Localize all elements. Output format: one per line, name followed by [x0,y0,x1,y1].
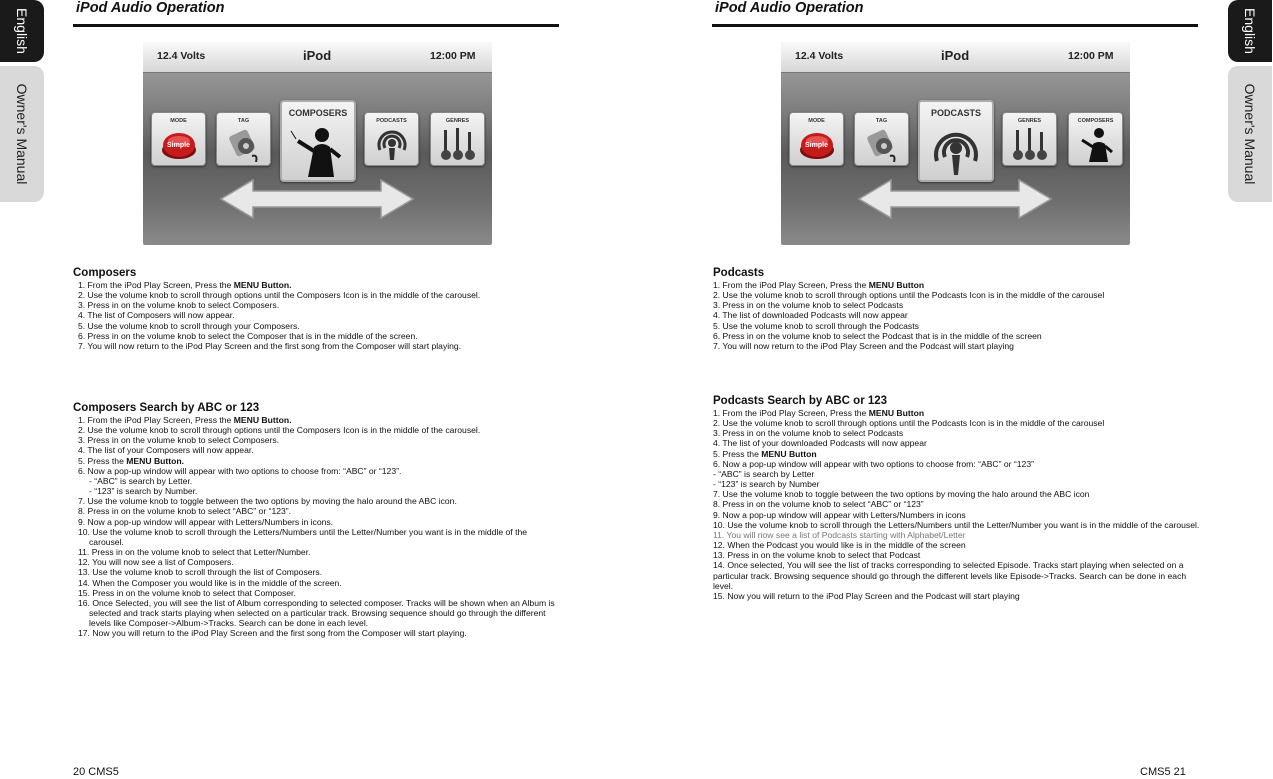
right-page-footer: CMS5 21 [1140,766,1186,778]
podcasts-icon: PODCASTS [918,100,994,182]
menu-button-label: MENU Button [868,280,925,290]
step: 12. You will now see a list of Composers. [78,557,234,568]
volts-readout: 12.4 Volts [795,50,844,62]
composers-section [73,267,563,351]
manual-tab-right [1228,66,1272,202]
language-tab-label: English [1242,8,1258,54]
mode-icon: MODE Simple [151,112,206,166]
step: 5. Press the MENU Button. [78,455,185,466]
status-bar [781,42,1130,73]
step: 3. Press in on the volume knob to select Podcasts [713,300,904,311]
step: 5. Use the volume knob to scroll through the Podcasts [713,320,919,331]
podcasts-icon: PODCASTS [364,112,419,166]
menu-button-label: MENU Button [868,408,925,418]
screen-title: iPod [941,48,970,63]
step: 5. Use the volume knob to scroll through your Composers. [78,320,300,331]
step: 16. Once Selected, you will see the list of Album corresponding to selected composer. Tracks will be shown when an Album is selected and track starts playing when selected on a particular track. Browsing sequence should go through the different levels like Composer->Album->Tracks. Search can be done in each level. [78,597,555,629]
step: 2. Use the volume knob to scroll through options until the Podcasts Icon is in the middle of the carousel [713,290,1105,301]
step: 1. From the iPod Play Screen, Press the MENU Button [713,280,925,290]
right-page-header: iPod Audio Operation [715,0,864,16]
tag-icon: TAG [854,112,909,166]
step: 4. The list of your downloaded Podcasts will now appear [713,438,927,449]
mode-icon: MODE Simple [789,112,844,166]
genres-icon: GENRES [430,112,485,166]
clock-readout: 12:00 PM [1068,50,1114,62]
step: 5. Press the MENU Button [713,448,817,459]
step: 4. The list of your Composers will now appear. [78,445,254,456]
screen-title: iPod [303,48,332,63]
step: 3. Press in on the volume knob to select Podcasts [713,428,904,439]
manual-tab-label: Owner's Manual [14,83,30,185]
step: 11. Press in on the volume knob to select that Letter/Number. [78,547,311,558]
language-tab-label: English [14,8,30,54]
left-header-rule [73,24,559,27]
step: 3. Press in on the volume knob to select Composers. [78,300,280,311]
composers-icon: COMPOSERS [280,100,356,182]
step: 9. Now a pop-up window will appear with Letters/Numbers in icons [713,509,966,520]
menu-button-label: MENU Button [761,448,817,459]
tag-icon: TAG [216,112,271,166]
composers-icon: COMPOSERS [1068,112,1123,166]
step: 7. Use the volume knob to toggle between the two options by moving the halo around the ABC icon [713,489,1090,500]
step: 12. When the Podcast you would like is in the middle of the screen [713,540,966,551]
scroll-arrows-icon [217,176,417,222]
left-page-footer: 20 CMS5 [73,766,119,778]
scroll-arrows-icon [855,176,1055,222]
section-title: Podcasts Search by ABC or 123 [713,395,888,407]
step: - “123” is search by Number [713,479,820,490]
step: 6. Press in on the volume knob to select the Composer that is in the middle of the screen. [78,330,418,341]
step: 10. Use the volume knob to scroll through the Letters/Numbers until the Letter/Number you want is in the middle of the carousel. [713,519,1200,530]
left-ipod-screen [143,42,492,245]
right-ipod-screen [781,42,1130,245]
right-header-rule [712,24,1198,27]
step: 2. Use the volume knob to scroll through options until the Composers Icon is in the middle of the carousel. [78,290,481,301]
step: 4. The list of Composers will now appear. [78,310,235,321]
step: 14. When the Composer you would like is in the middle of the screen. [78,577,342,588]
step: 1. From the iPod Play Screen, Press the MENU Button. [78,280,292,290]
step: 6. Press in on the volume knob to select the Podcast that is in the middle of the screen [713,330,1042,341]
composers-search-section [73,402,563,638]
manual-tab-label: Owner's Manual [1242,83,1258,185]
left-page-header: iPod Audio Operation [76,0,225,16]
language-tab-right [1228,0,1272,62]
section-title: Composers [73,267,137,279]
menu-button-label: MENU Button. [126,455,185,466]
mode-badge: Simple [167,142,190,149]
step: - “ABC” is search by Letter. [89,475,193,486]
manual-tab-left [0,66,44,202]
step: 1. From the iPod Play Screen, Press the MENU Button [713,408,925,418]
step: 15. Press in on the volume knob to select that Composer. [78,587,296,598]
step: 6. Now a pop-up window will appear with two options to choose from: “ABC” or “123” [713,458,1034,469]
step: 8. Press in on the volume knob to select “ABC” or “123”. [78,506,292,517]
step: - “ABC” is search by Letter [713,468,815,479]
podcasts-section [713,267,1205,351]
step: 7. Use the volume knob to toggle between the two options by moving the halo around the ABC icon. [78,496,457,507]
step: 14. Once selected, You will see the list of tracks corresponding to selected Episode. Tracks start playing when selected on a particular track. Browsing sequence should go through the different levels like Episode->Tracks. Search can be done in each level. [713,560,1187,591]
status-bar [143,42,492,73]
step: 1. From the iPod Play Screen, Press the MENU Button. [78,415,292,425]
step: - “123” is search by Number. [89,486,198,497]
step: 8. Press in on the volume knob to select “ABC” or “123” [713,499,924,510]
step: 4. The list of downloaded Podcasts will now appear [713,310,908,321]
genres-icon: GENRES [1002,112,1057,166]
volts-readout: 12.4 Volts [157,50,206,62]
step: 13. Use the volume knob to scroll through the list of Composers. [78,567,323,578]
step: 17. Now you will return to the iPod Play Screen and the first song from the Composer will start playing. [78,628,467,639]
step: 15. Now you will return to the iPod Play Screen and the Podcast will start playing [713,590,1020,601]
step: 11. You will now see a list of Podcasts starting with Alphabet/Letter [713,529,966,540]
step: 7. You will now return to the iPod Play Screen and the Podcast will start playing [713,340,1014,351]
step: 6. Now a pop-up window will appear with two options to choose from: “ABC” or “123”. [78,465,402,476]
language-tab-left [0,0,44,62]
podcasts-search-section [713,395,1205,601]
step: 2. Use the volume knob to scroll through options until the Composers Icon is in the middle of the carousel. [78,425,481,436]
step: 3. Press in on the volume knob to select Composers. [78,435,280,446]
step: 2. Use the volume knob to scroll through options until the Podcasts Icon is in the middle of the carousel [713,418,1105,429]
mode-badge: Simple [805,142,828,149]
step: 9. Now a pop-up window will appear with Letters/Numbers in icons. [78,516,334,527]
clock-readout: 12:00 PM [430,50,476,62]
step: 10. Use the volume knob to scroll through the Letters/Numbers until the Letter/Number you want is in the middle of the carousel. [78,526,528,547]
step: 13. Press in on the volume knob to select that Podcast [713,550,921,561]
menu-button-label: MENU Button. [233,280,292,290]
step: 7. You will now return to the iPod Play Screen and the first song from the Composer will start playing. [78,340,462,351]
menu-button-label: MENU Button. [233,415,292,425]
section-title: Podcasts [713,267,765,279]
section-title: Composers Search by ABC or 123 [73,402,260,414]
